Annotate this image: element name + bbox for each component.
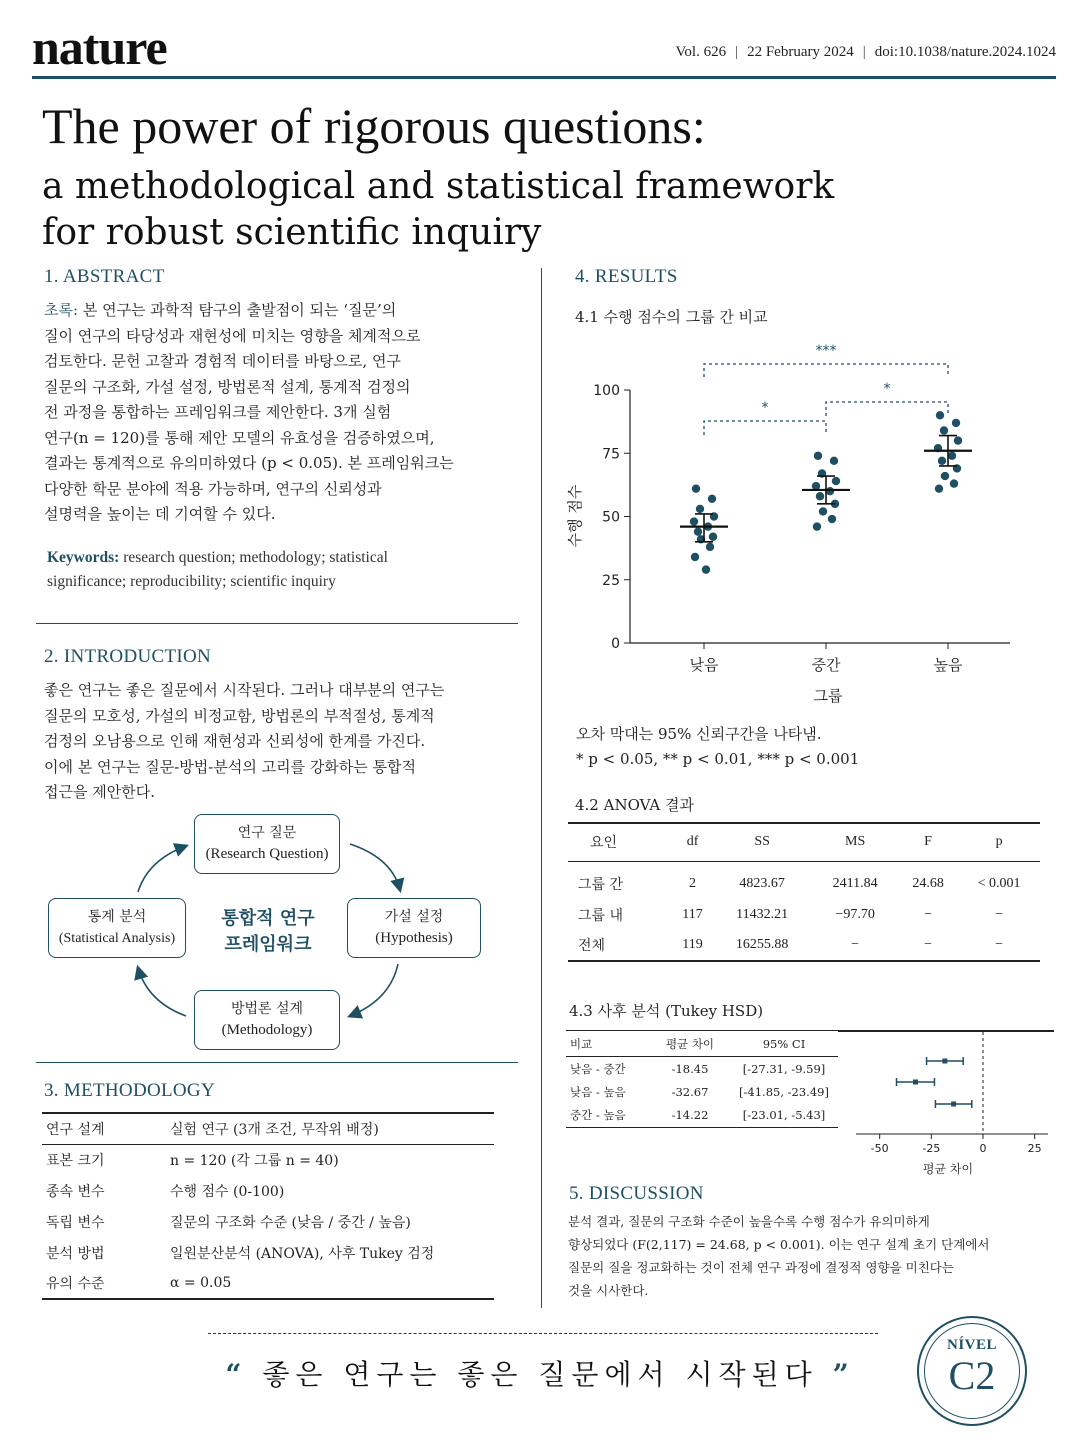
x-tick-label: 높음 xyxy=(933,656,963,674)
footer-quote: “ 좋은 연구는 좋은 질문에서 시작된다 ” xyxy=(225,1358,855,1391)
section-divider xyxy=(36,1062,518,1063)
data-point xyxy=(954,436,962,444)
data-point xyxy=(826,487,834,495)
table-row: 그룹 간 2 4823.67 2411.84 24.68 < 0.001 xyxy=(578,876,1021,894)
issue-date: 22 February 2024 xyxy=(747,44,854,60)
volume: Vol. 626 xyxy=(675,44,727,60)
table-row: 유의 수준 α = 0.05 xyxy=(42,1268,494,1299)
data-point xyxy=(938,457,946,465)
keywords: Keywords: research question; methodology; statistical significance; reproducibility; scientific inquiry xyxy=(47,549,388,590)
abstract-heading: 1. ABSTRACT xyxy=(44,266,165,287)
data-point xyxy=(819,507,827,515)
introduction-text: 좋은 연구는 좋은 질문에서 시작된다. 그러나 대부분의 연구는 질문의 모호성, 가설의 비정교함, 방법론의 부적절성, 통계적 검정의 오남용으로 인해 재현성과 신뢰성에 한계를 가진다. 이에 본 연구는 질문-방법-분석의 고리를 강화하는 통합적 접근을 제안한다. xyxy=(44,681,445,801)
node-research-question: 연구 질문 (Research Question) xyxy=(194,814,340,874)
forest-estimate-point xyxy=(913,1080,918,1085)
y-axis-label: 수행 점수 xyxy=(566,484,584,548)
keywords-label: Keywords: xyxy=(47,549,120,566)
significance-label: * xyxy=(883,381,891,397)
significance-bracket xyxy=(704,364,948,377)
data-point xyxy=(692,484,700,492)
methodology-heading: 3. METHODOLOGY xyxy=(44,1080,215,1101)
y-tick-label: 25 xyxy=(602,572,620,589)
doi-link[interactable]: doi:10.1038/nature.2024.1024 xyxy=(874,44,1056,60)
forest-x-tick-label: 0 xyxy=(979,1142,987,1155)
significance-bracket xyxy=(826,402,948,416)
y-tick-label: 75 xyxy=(602,446,620,463)
level-badge xyxy=(917,1316,1027,1426)
significance-label: *** xyxy=(815,343,837,359)
tukey-table xyxy=(566,1030,838,1128)
data-point xyxy=(816,492,824,500)
table-row: 연구 설계 실험 연구 (3개 조건, 무작위 배정) xyxy=(42,1113,494,1144)
anova-table xyxy=(568,822,1040,962)
x-tick-label: 중간 xyxy=(811,656,841,674)
arrow-methodology-to-analysis xyxy=(138,968,186,1016)
badge-level: C2 xyxy=(948,1353,996,1398)
arrow-question-to-hypothesis xyxy=(350,844,400,890)
data-point xyxy=(702,565,710,573)
results-sub2: 4.2 ANOVA 결과 xyxy=(575,796,695,814)
table-row: 표본 크기 n = 120 (각 그룹 n = 40) xyxy=(46,1152,339,1169)
introduction-heading: 2. INTRODUCTION xyxy=(44,646,212,667)
score-dot-plot xyxy=(548,330,1048,715)
data-point xyxy=(708,495,716,503)
significance-label: * xyxy=(761,400,769,416)
column-divider xyxy=(541,268,542,1308)
title-subtitle: a methodological and statistical framework for robust scientific inquiry xyxy=(42,166,835,253)
table-row: 전체 119 16255.88 − − − xyxy=(568,930,1040,961)
data-point xyxy=(935,484,943,492)
chart-note: 오차 막대는 95% 신뢰구간을 나타냄. * p < 0.05, ** p < 0.01, *** p < 0.001 xyxy=(576,725,860,768)
abstract-text: 초록: 본 연구는 과학적 탐구의 출발점이 되는 ‘질문’의 질이 연구의 타당성과 재현성에 미치는 영향을 체계적으로 검토한다. 문헌 고찰과 경험적 데이터를 바탕으로, 연구 질문의 구조화, 가설 설정, 방법론적 설계, 통계적 검정의 전 과정을 통합하는 프레임워크를 제안한다. 3개 실험 연구(n = 120)를 통해 제안 모델의 유효성을 검증하였으며, 결과는 통계적으로 유의미하였다 (p < 0.05). 본 프레임워크는 다양한 학문 분야에 적용 가능하며, 연구의 신뢰성과 설명력을 높이는 데 기여할 수 있다. xyxy=(44,301,454,523)
forest-x-axis-label: 평균 차이 xyxy=(922,1162,974,1176)
forest-estimate-point xyxy=(942,1059,947,1064)
data-point xyxy=(694,527,702,535)
data-point xyxy=(709,533,717,541)
data-point xyxy=(696,505,704,513)
significance-bracket xyxy=(704,421,826,435)
x-axis-label: 그룹 xyxy=(813,687,843,705)
y-tick-label: 100 xyxy=(593,383,620,399)
node-methodology: 방법론 설계 (Methodology) xyxy=(194,990,340,1050)
data-point xyxy=(941,472,949,480)
table-row: 중간 - 높음 -14.22 [-23.01, -5.43] xyxy=(566,1104,838,1128)
forest-x-tick-label: -25 xyxy=(922,1142,941,1155)
node-hypothesis: 가설 설정 (Hypothesis) xyxy=(347,898,481,958)
data-point xyxy=(936,411,944,419)
table-row: 낮음 - 높음 -32.67 [-41.85, -23.49] xyxy=(570,1084,829,1099)
framework-center-label: 통합적 연구 프레임워크 xyxy=(221,908,315,955)
data-point xyxy=(690,517,698,525)
title-main: The power of rigorous questions: xyxy=(42,98,706,154)
data-point xyxy=(832,477,840,485)
forest-x-tick-label: -50 xyxy=(870,1142,889,1155)
data-point xyxy=(948,452,956,460)
table-row: 종속 변수 수행 점수 (0-100) xyxy=(46,1183,285,1200)
issue-info: Vol. 626 | 22 February 2024 | doi:10.1038/nature.2024.1024 xyxy=(675,44,1056,60)
data-point xyxy=(813,522,821,530)
table-row: 그룹 내 117 11432.21 −97.70 − − xyxy=(578,906,1004,924)
table-header-row: 요인 df SS MS F p xyxy=(568,823,1040,861)
results-sub3: 4.3 사후 분석 (Tukey HSD) xyxy=(569,1002,764,1020)
data-point xyxy=(828,515,836,523)
methodology-table xyxy=(42,1112,494,1300)
data-point xyxy=(830,457,838,465)
x-tick-label: 낮음 xyxy=(689,656,719,674)
data-point xyxy=(952,419,960,427)
table-row: 분석 방법 일원분산분석 (ANOVA), 사후 Tukey 검정 xyxy=(46,1245,435,1262)
badge-label: NÍVEL xyxy=(946,1337,997,1353)
table-row: 낮음 - 중간 -18.45 [-27.31, -9.59] xyxy=(570,1061,826,1076)
y-tick-label: 0 xyxy=(611,636,620,652)
table-header-row: 비교 평균 차이 95% CI xyxy=(566,1031,838,1057)
results-sub1: 4.1 수행 점수의 그룹 간 비교 xyxy=(575,308,768,326)
forest-x-tick-label: 25 xyxy=(1027,1142,1042,1155)
forest-estimate-point xyxy=(951,1102,956,1107)
y-tick-label: 50 xyxy=(602,509,620,526)
tukey-forest-plot xyxy=(838,1030,1054,1180)
abstract-lead: 초록: xyxy=(44,301,79,319)
data-point xyxy=(814,452,822,460)
data-point xyxy=(691,553,699,561)
node-statistical-analysis: 통계 분석 (Statistical Analysis) xyxy=(48,898,186,958)
arrow-analysis-to-question xyxy=(138,846,186,892)
data-point xyxy=(706,543,714,551)
journal-logo: nature xyxy=(32,19,167,75)
discussion-text: 분석 결과, 질문의 구조화 수준이 높을수록 수행 점수가 유의미하게 향상되었다 (F(2,117) = 24.68, p < 0.001). 이는 연구 설계 초기 단계에서 질문의 질을 정교화하는 것이 전체 연구 과정에 결정적 영향을 미친다는 것을 시사한다. xyxy=(568,1214,990,1298)
data-point xyxy=(940,426,948,434)
results-heading: 4. RESULTS xyxy=(575,266,678,287)
footer-dashed-rule xyxy=(208,1333,878,1334)
table-row: 독립 변수 질문의 구조화 수준 (낮음 / 중간 / 높음) xyxy=(46,1214,411,1231)
discussion-heading: 5. DISCUSSION xyxy=(569,1183,704,1204)
data-point xyxy=(950,479,958,487)
arrow-hypothesis-to-methodology xyxy=(350,964,398,1016)
